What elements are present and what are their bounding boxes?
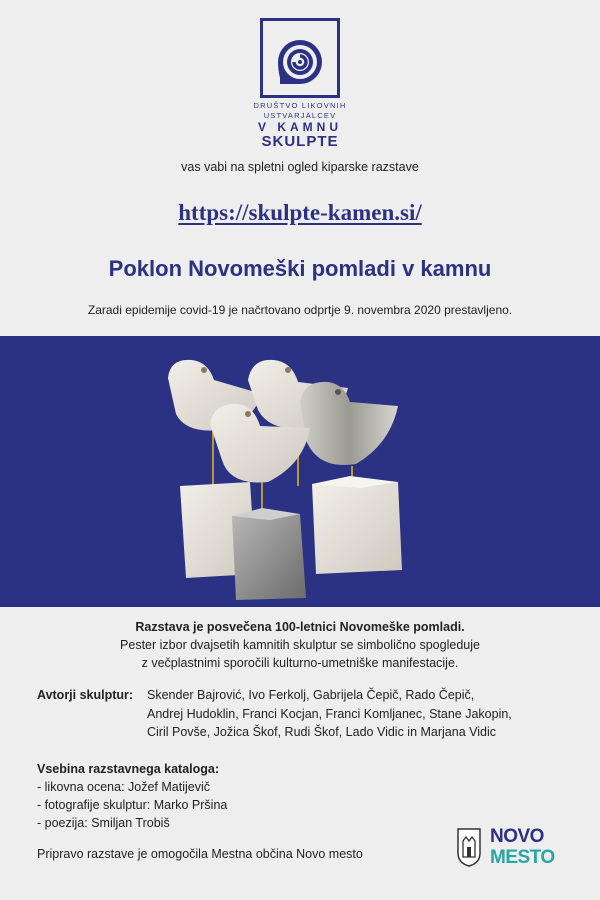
website-link[interactable]: https://skulpte-kamen.si/ [178, 200, 422, 225]
logo-line-4: SKULPTE [261, 133, 339, 150]
logo-wordmark [230, 102, 370, 149]
novo-mesto-crest-icon [456, 827, 482, 867]
authors-label: Avtorji skulptur: [37, 688, 134, 702]
bird-sculptures-image [0, 336, 600, 607]
dedication-text [0, 618, 600, 672]
catalog-label: Vsebina razstavnega kataloga: [37, 762, 220, 776]
novo-mesto-logo-line-1: NOVO [490, 826, 544, 847]
list-item: - poezija: Smiljan Trobiš [37, 816, 170, 830]
photo-band [0, 336, 600, 607]
authors-line-3: Ciril Povše, Jožica Škof, Rudi Škof, Lado Vidic in Marjana Vidic [147, 725, 497, 739]
dedication-line-2: Pester izbor dvajsetih kamnitih skulptur se simbolično spogleduje [120, 638, 480, 652]
catalog-block [37, 760, 437, 832]
list-item: - fotografije skulptur: Marko Pršina [37, 798, 228, 812]
postponement-note: Zaradi epidemije covid-19 je načrtovano odprtje 9. novembra 2020 prestavljeno. [87, 303, 513, 317]
header-section [0, 0, 600, 336]
logo-line-3: V KAMNU [258, 120, 342, 134]
exhibition-title: Poklon Novomeški pomladi v kamnu [108, 256, 492, 281]
footer-credit: Pripravo razstave je omogočila Mestna občina Novo mesto [37, 847, 363, 861]
logo-line-1: DRUŠTVO LIKOVNIH [253, 101, 347, 110]
novo-mesto-logo-line-2: MESTO [490, 847, 555, 868]
authors-block [37, 686, 577, 742]
dedication-line-1: Razstava je posvečena 100-letnici Novomeške pomladi. [135, 620, 465, 634]
authors-names [147, 686, 577, 742]
list-item: - likovna ocena: Jožef Matijevič [37, 780, 210, 794]
spiral-frame-icon [260, 18, 340, 98]
novo-mesto-logo [490, 826, 570, 872]
logo-line-2: USTVARJALCEV [263, 110, 337, 120]
authors-line-2: Andrej Hudoklin, Franci Kocjan, Franci Komljanec, Stane Jakopin, [147, 706, 512, 721]
dedication-line-3: z večplastnimi sporočili kulturno-umetniške manifestacije. [141, 656, 459, 670]
invite-text: vas vabi na spletni ogled kiparske razstave [181, 160, 419, 174]
authors-line-1: Skender Bajrović, Ivo Ferkolj, Gabrijela Čepič, Rado Čepič, [147, 688, 475, 702]
